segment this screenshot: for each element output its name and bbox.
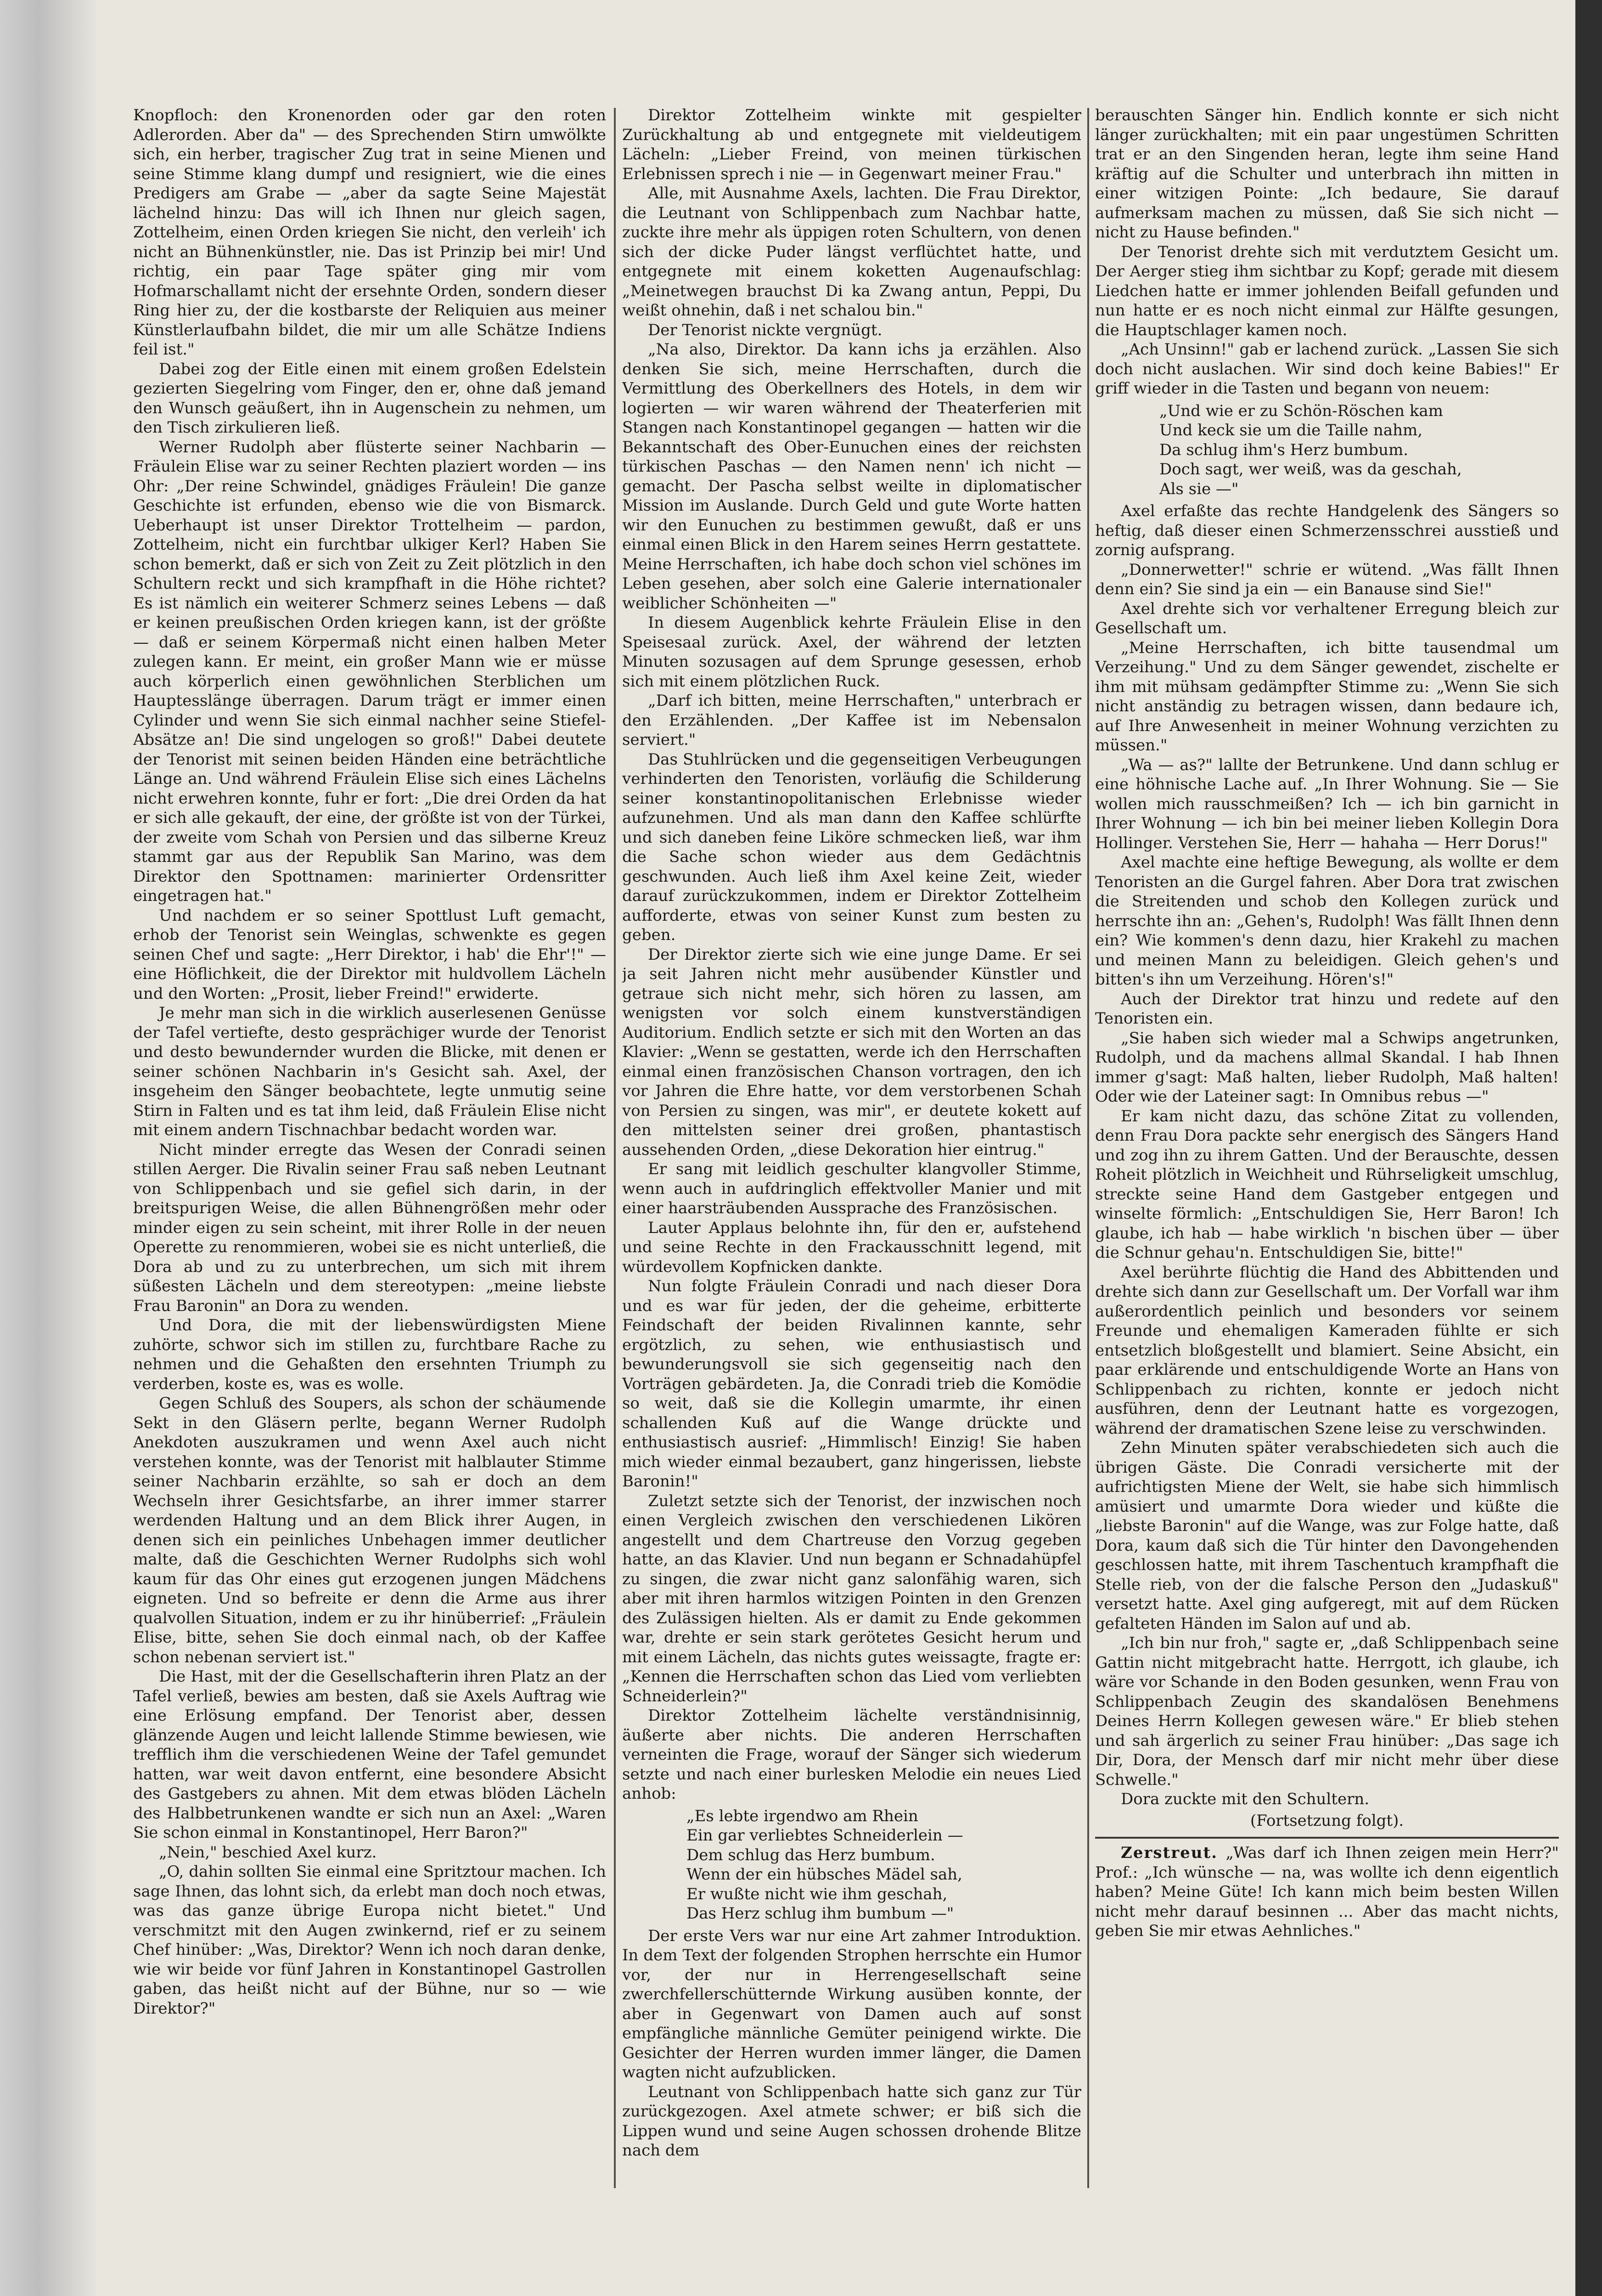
paragraph: „Ach Unsinn!" gab er lachend zurück. „Lassen Sie sich doch nicht auslachen. Wir sind doch keine Babies!" Er griff wieder in die Tasten und begann von neuem:	[1095, 340, 1559, 398]
verse-line: „Und wie er zu Schön-Röschen kam	[1159, 401, 1443, 420]
paragraph: Dora zuckte mit den Schultern.	[1121, 1790, 1370, 1808]
paragraph: Leutnant von Schlippenbach hatte sich ganz zur Tür zurückgezogen. Axel atmete schwer; er biß sich die Lippen wund und seine Augen schossen drohende Blitze nach dem	[622, 2082, 1081, 2160]
paragraph: „Sie haben sich wieder mal a Schwips angetrunken, Rudolph, und da machens allmal Skandal. I hab Ihnen immer g'sagt: Maß halten, lieber Rudolph, Maß halten! Oder wie der Lateiner sagt: In Omnibus rebus —"	[1095, 1029, 1559, 1106]
paragraph: „Darf ich bitten, meine Herrschaften," unterbrach er den Erzählenden. „Der Kaffee ist im Nebensalon serviert."	[622, 692, 1081, 749]
paragraph: „Donnerwetter!" schrie er wütend. „Was fällt Ihnen denn ein? Sie sind ja ein — ein Banause sind Sie!"	[1095, 560, 1559, 598]
column-rule	[1087, 108, 1089, 2188]
section-divider	[1095, 1837, 1559, 1839]
paragraph: Dabei zog der Eitle einen mit einem großen Edelstein gezierten Siegelring vom Finger, den er, ohne daß jemand den Wunsch geäußert, ihn in Augenschein zu nehmen, um den Tisch zirkulieren ließ.	[133, 360, 606, 437]
paragraph: Der erste Vers war nur eine Art zahmer Introduktion. In dem Text der folgenden Strophen herrschte ein Humor vor, der nur in Herrengesellschaft seine zwerchfellerschütternde Wirkung ausüben konnte, der aber in Gegenwart von Damen auch auf sonst empfängliche männliche Gemüter peinigend wirkte. Die Gesichter der Herren wurden immer länger, die Damen wagten nicht aufzublicken.	[622, 1926, 1081, 2082]
paragraph: In diesem Augenblick kehrte Fräulein Elise in den Speisesaal zurück. Axel, der während der letzten Minuten sozusagen auf dem Sprunge gesessen, erhob sich mit einem plötzlichen Ruck.	[622, 613, 1081, 691]
paragraph: Er kam nicht dazu, das schöne Zitat zu vollenden, denn Frau Dora packte sehr energisch des Sängers Hand und zog ihn zu ihrem Gatten. Und der Berauschte, dessen Roheit plötzlich in Weichheit und Rührseligkeit umschlug, streckte seine Hand dem Gastgeber entgegen und winselte förmlich: „Entschuldigen Sie, Herr Baron! Ich glaube, ich hab — habe wirklich 'n bischen über — über die Schnur gehau'n. Entschuldigen Sie, bitte!"	[1095, 1107, 1559, 1262]
verse-line: Wenn der ein hübsches Mädel sah,	[686, 1865, 962, 1884]
paragraph: Zehn Minuten später verabschiedeten sich auch die übrigen Gäste. Die Conradi versicherte mit der aufrichtigsten Miene der Welt, sie habe sich himmlisch amüsiert und umarmte Dora wieder und küßte die „liebste Baronin" auf die Wange, was zur Folge hatte, daß Dora, kaum daß sich die Tür hinter den Davongehenden geschlossen hatte, mit ihrem Taschentuch krampfhaft die Stelle rieb, von der die falsche Person den „Judaskuß" versetzt hatte. Axel ging aufgeregt, mit auf dem Rücken gefalteten Händen im Salon auf und ab.	[1095, 1439, 1559, 1633]
paragraph: Alle, mit Ausnahme Axels, lachten. Die Frau Direktor, die Leutnant von Schlippenbach zum Nachbar hatte, zuckte ihre mehr als üppigen roten Schultern, von denen sich der dicke Puder längst verflüchtet hatte, und entgegnete mit einem koketten Augenaufschlag: „Meinetwegen brauchst Di ka Zwang antun, Peppi, Du weißt ohnehin, daß i net schalou bin."	[622, 184, 1081, 320]
anecdote-title: Zerstreut.	[1121, 1844, 1218, 1862]
text-column-1	[133, 106, 606, 2227]
anecdote	[1095, 1843, 1559, 1941]
paragraph: „Nein," beschied Axel kurz.	[159, 1843, 377, 1862]
paragraph: Nicht minder erregte das Wesen der Conradi seinen stillen Aerger. Die Rivalin seiner Frau saß neben Leutnant von Schlippenbach und sie gefiel sich darin, in der breitspurigen Weise, die allen Bühnengrößen mehr oder minder eigen zu sein scheint, mit ihrer Rolle in der neuen Operette zu renommieren, wobei sie es nicht unterließ, die Dora ab und zu zu unterbrechen, um sich mit ihrem süßesten Lächeln und dem stereotypen: „meine liebste Frau Baronin" an Dora zu wenden.	[133, 1140, 606, 1315]
paragraph: Die Hast, mit der die Gesellschafterin ihren Platz an der Tafel verließ, bewies am besten, daß sie Axels Auftrag wie eine Erlösung empfand. Der Tenorist aber, dessen glänzende Augen und leicht lallende Stimme bewiesen, wie trefflich ihm die verschiedenen Weine der Tafel gemundet hatten, war weit davon entfernt, eine besondere Absicht des Gastgebers zu ahnen. Mit dem etwas blöden Lächeln des Halbbetrunkenen wandte er sich nun an Axel: „Waren Sie schon einmal in Konstantinopel, Herr Baron?"	[133, 1667, 606, 1842]
paragraph: „O, dahin sollten Sie einmal eine Spritztour machen. Ich sage Ihnen, das lohnt sich, da erlebt man doch noch etwas, was das ganze übrige Europa nicht bietet." Und verschmitzt mit den Augen zwinkernd, rief er zu seinem Chef hinüber: „Was, Direktor? Wenn ich noch daran denke, wie wir beide vor fünf Jahren in Konstantinopel Gastrollen gaben, das heißt nicht auf der Bühne, nur so — wie Direktor?"	[133, 1863, 606, 2018]
verse-line: Und keck sie um die Taille nahm,	[1159, 421, 1423, 439]
paragraph: Und Dora, die mit der liebenswürdigsten Miene zuhörte, schwor sich im stillen zu, furchtbare Rache zu nehmen und die Gehaßten den ersehnten Triumph zu verderben, koste es, was es wolle.	[133, 1316, 606, 1393]
paragraph: Axel berührte flüchtig die Hand des Abbittenden und drehte sich dann zur Gesellschaft um. Der Vorfall war ihm außerordentlich peinlich und besonders vor seinem Freunde und ehemaligen Kameraden fühlte er sich entsetzlich bloßgestellt und blamiert. Seine Absicht, ein paar erklärende und entschuldigende Worte an Hans von Schlippenbach zu richten, konnte er jedoch nicht ausführen, denn der Leutnant hatte es vorgezogen, während der dramatischen Szene leise zu verschwinden.	[1095, 1263, 1559, 1438]
paragraph: Je mehr man sich in die wirklich auserlesenen Genüsse der Tafel vertiefte, desto gesprächiger wurde der Tenorist und desto bewundernder wurden die Blicke, mit denen er seiner schönen Nachbarin in's Gesicht sah. Axel, der insgeheim den Sänger beobachtete, legte unmutig seine Stirn in Falten und es tat ihm leid, daß Fräulein Elise nicht mit einem andern Tischnachbar bedacht worden war.	[133, 1004, 606, 1139]
paragraph: Axel erfaßte das rechte Handgelenk des Sängers so heftig, daß dieser einen Schmerzensschrei ausstieß und zornig aufsprang.	[1095, 502, 1559, 559]
paragraph: Der Tenorist drehte sich mit verdutztem Gesicht um. Der Aerger stieg ihm sichtbar zu Kopf; gerade mit diesem Liedchen hatte er immer johlenden Beifall gefunden und nun hatte er es noch nicht einmal zur Hälfte gesungen, die Hauptschlager kamen noch.	[1095, 242, 1559, 339]
paragraph: Direktor Zottelheim winkte mit gespielter Zurückhaltung ab und entgegnete mit vieldeutigem Lächeln: „Lieber Freind, von meinen türkischen Erlebnissen sprech i nie — in Gegenwart meiner Frau."	[622, 106, 1081, 183]
paragraph: Axel drehte sich vor verhaltener Erregung bleich zur Gesellschaft um.	[1095, 599, 1559, 637]
to-be-continued: (Fortsetzung folgt).	[1250, 1811, 1404, 1830]
paragraph: berauschten Sänger hin. Endlich konnte er sich nicht länger zurückhalten; mit ein paar ungestümen Schritten trat er an den Singenden heran, legte ihm seine Hand kräftig auf die Schulter und unterbrach ihn mitten in einer witzigen Pointe: „Ich bedaure, Sie darauf aufmerksam machen zu müssen, daß Sie sich nicht — nicht zu Hause befinden."	[1095, 106, 1559, 242]
paragraph: Auch der Direktor trat hinzu und redete auf den Tenoristen ein.	[1095, 990, 1559, 1028]
paragraph: Er sang mit leidlich geschulter klangvoller Stimme, wenn auch in aufdringlich effektvoller Manier und mit einer haarsträubenden Aussprache des Französischen.	[622, 1160, 1081, 1217]
paragraph: „Na also, Direktor. Da kann ichs ja erzählen. Also denken Sie sich, meine Herrschaften, durch die Vermittlung des Oberkellners des Hotels, in dem wir logierten — wir waren während der Theaterferien mit Stangen nach Konstantinopel gegangen — hatten wir die Bekanntschaft des Ober-Eunuchen eines der reichsten türkischen Paschas — den Namen nenn' ich nicht — gemacht. Der Pascha selbst weilte in diplomatischer Mission im Auslande. Durch Geld und gute Worte hatten wir den Eunuchen zu bestimmen gewußt, daß er uns einmal einen Blick in den Harem seines Herrn gestattete. Meine Herrschaften, ich habe doch schon viel schönes im Leben gesehen, aber solch eine Galerie internationaler weiblicher Schönheiten —"	[622, 340, 1081, 613]
paragraph: Der Direktor zierte sich wie eine junge Dame. Er sei ja seit Jahren nicht mehr ausübender Künstler und getraue sich nicht mehr, sich hören zu lassen, am wenigsten vor solch einem kunstverständigen Auditorium. Endlich setzte er sich mit den Worten an das Klavier: „Wenn se gestatten, werde ich den Herrschaften einmal einen französischen Chanson vortragen, den ich vor Jahren die Ehre hatte, vor dem verstorbenen Schah von Persien zu singen, was mir", er deutete kokett auf den mittelsten seiner drei großen, phantastisch aussehenden Orden, „diese Dekoration hier eintrug."	[622, 945, 1081, 1159]
paragraph: „Wa — as?" lallte der Betrunkene. Und dann schlug er eine höhnische Lache auf. „In Ihrer Wohnung. Sie — Sie wollen mich rausschmeißen? Ich — ich bin garnicht in Ihrer Wohnung — ich bin bei meiner lieben Kollegin Dora Hollinger. Verstehen Sie, Herr — hahaha — Herr Dorus!"	[1095, 755, 1559, 852]
song-verse	[1159, 401, 1559, 499]
paragraph: Axel machte eine heftige Bewegung, als wollte er dem Tenoristen an die Gurgel fahren. Aber Dora trat zwischen die Streitenden und schob den Kollegen zurück und herrschte ihn an: „Gehen's, Rudolph! Was fällt Ihnen denn ein? Wie kommen's denn dazu, hier Krakehl zu machen und meinen Mann zu beleidigen. Gleich gehen's und bitten's ihn um Verzeihung. Hören's!"	[1095, 853, 1559, 989]
scan-border	[1575, 0, 1602, 2296]
paragraph: Direktor Zottelheim lächelte verständnisinnig, äußerte aber nichts. Die anderen Herrschaften verneinten die Frage, worauf der Sänger sich wiederum setzte und nach einer burlesken Melodie ein neues Lied anhob:	[622, 1706, 1081, 1803]
paragraph: „Ich bin nur froh," sagte er, „daß Schlippenbach seine Gattin nicht mitgebracht hatte. Herrgott, ich glaube, ich wäre vor Schande in den Boden gesunken, wenn Frau von Schlippenbach Zeugin des skandalösen Benehmens Deines Herrn Kollegen gewesen wäre." Er blieb stehen und sah ärgerlich zu seiner Frau hinüber: „Das sage ich Dir, Dora, der Mensch darf mir nicht mehr über diese Schwelle."	[1095, 1634, 1559, 1789]
verse-line: Das Herz schlug ihm bumbum —"	[686, 1904, 954, 1923]
paragraph: Gegen Schluß des Soupers, als schon der schäumende Sekt in den Gläsern perlte, begann Werner Rudolph Anekdoten auszukramen und wenn Axel auch nicht verstehen konnte, was der Tenorist mit halblauter Stimme seiner Nachbarin erzählte, so sah er doch an dem Wechseln ihrer Gesichtsfarbe, an ihrer immer starrer werdenden Haltung und an dem Blick ihrer Augen, in denen sich ein peinliches Unbehagen immer deutlicher malte, daß die Geschichten Werner Rudolphs sich wohl kaum für das Ohr eines gut erzogenen jungen Mädchens eigneten. Und so befreite er denn die Arme aus ihrer qualvollen Situation, indem er zu ihr hinüberrief: „Fräulein Elise, bitte, sehen Sie doch einmal nach, ob der Kaffee schon nebenan serviert ist."	[133, 1394, 606, 1666]
verse-line: Er wußte nicht wie ihm geschah,	[686, 1885, 948, 1903]
text-column-2	[622, 106, 1081, 2227]
anecdote-text: „Was darf ich Ihnen zeigen mein Herr?" Prof.: „Ich wünsche — na, was wollte ich denn eigentlich haben? Meine Güte! Ich kann mich beim besten Willen nicht mehr darauf besinnen ... Aber das macht nichts, geben Sie mir etwas Aehnliches."	[1095, 1844, 1559, 1940]
paragraph: Zuletzt setzte sich der Tenorist, der inzwischen noch einen Vergleich zwischen den verschiedenen Likören angestellt und dem Chartreuse den Vorzug gegeben hatte, an das Klavier. Und nun begann er Schnadahüpfel zu singen, die zwar nicht ganz salonfähig waren, sich aber mit ihren harmlos witzigen Pointen in den Grenzen des Zulässigen hielten. Als er damit zu Ende gekommen war, drehte er sein stark gerötetes Gesicht herum und mit einem Lächeln, das nichts gutes weissagte, fragte er: „Kennen die Herrschaften schon das Lied vom verliebten Schneiderlein?"	[622, 1491, 1081, 1705]
paragraph: Werner Rudolph aber flüsterte seiner Nachbarin — Fräulein Elise war zu seiner Rechten plaziert worden — ins Ohr: „Der reine Schwindel, gnädiges Fräulein! Die ganze Geschichte ist erfunden, ebenso wie die von Bismarck. Ueberhaupt ist unser Direktor Trottelheim — pardon, Zottelheim, nicht ein furchtbar ulkiger Kerl? Haben Sie schon bemerkt, daß er sich von Zeit zu Zeit plötzlich in den Schultern reckt und sich krampfhaft in die Höhe richtet? Es ist nämlich ein weiterer Schmerz seines Lebens — daß er keinen preußischen Orden kriegen kann, ist der größte — daß er seinem Körpermaß nicht einen halben Meter zulegen kann. Er meint, ein großer Mann wie er müsse auch körperlich einen gewöhnlichen Sterblichen um Hauptesslänge überragen. Darum trägt er immer einen Cylinder und wenn Sie sich einmal nachher seine Stiefel-Absätze an! Die sind ungelogen so groß!" Dabei deutete der Tenorist mit seinen beiden Händen eine beträchtliche Länge an. Und während Fräulein Elise sich eines Lächelns nicht erwehren konnte, fuhr er fort: „Die drei Orden da hat er sich alle gekauft, der eine, der größte ist von der Türkei, der zweite vom Schah von Persien und das silberne Kreuz stammt gar aus der Republik San Marino, was dem Direktor den Spottnamen: marinierter Ordensritter eingetragen hat."	[133, 438, 606, 905]
verse-line: Dem schlug das Herz bumbum.	[686, 1846, 935, 1864]
song-verse	[686, 1806, 1081, 1924]
verse-line: Ein gar verliebtes Schneiderlein —	[686, 1826, 963, 1845]
binding-edge	[0, 0, 96, 2296]
paragraph: Lauter Applaus belohnte ihn, für den er, aufstehend und seine Rechte in den Frackausschnitt legend, mit würdevollem Kopfnicken dankte.	[622, 1218, 1081, 1276]
paragraph: Und nachdem er so seiner Spottlust Luft gemacht, erhob der Tenorist sein Weinglas, schwenkte es gegen seinen Chef und sagte: „Herr Direktor, i hab' die Ehr'!" — eine Höflichkeit, die der Direktor mit huldvollem Lächeln und den Worten: „Prosit, lieber Freind!" erwiderte.	[133, 906, 606, 1003]
verse-line: Doch sagt, wer weiß, was da geschah,	[1159, 460, 1462, 478]
paragraph: Knopfloch: den Kronenorden oder gar den roten Adlerorden. Aber da" — des Sprechenden Stirn umwölkte sich, ein herber, tragischer Zug trat in seine Mienen und seine Stimme klang dumpf und resigniert, wie die eines Predigers am Grabe — „aber da sagte Seine Majestät lächelnd hinzu: Das will ich Ihnen nur gleich sagen, Zottelheim, einen Orden kriegen Sie nicht, den verleih' ich nicht an Bühnenkünstler, nie. Das ist Prinzip bei mir! Und richtig, ein paar Tage später ging mir vom Hofmarschallamt nicht der ersehnte Orden, sondern dieser Ring hier zu, der die kostbarste der Reliquien aus meiner Künstlerlaufbahn bildet, die mir um alle Schätze Indiens feil ist."	[133, 106, 606, 359]
column-rule	[614, 108, 616, 2188]
paragraph: Der Tenorist nickte vergnügt.	[648, 321, 883, 339]
paragraph: „Meine Herrschaften, ich bitte tausendmal um Verzeihung." Und zu dem Sänger gewendet, zischelte er ihm mit mühsam gedämpfter Stimme zu: „Wenn Sie sich nicht anständig zu betragen wissen, dann bedaure ich, auf Ihre Anwesenheit in meiner Wohnung verzichten zu müssen."	[1095, 638, 1559, 754]
verse-line: Da schlug ihm's Herz bumbum.	[1159, 440, 1409, 459]
paragraph: Das Stuhlrücken und die gegenseitigen Verbeugungen verhinderten den Tenoristen, vorläufig die Schilderung seiner konstantinopolitanischen Erlebnisse wieder aufzunehmen. Und als man dann den Kaffee schlürfte und sich daneben feine Liköre schmecken ließ, war ihm die Sache schon wieder aus dem Gedächtnis geschwunden. Auch ließ ihm Axel keine Zeit, wieder darauf zurückzukommen, indem er Direktor Zottelheim aufforderte, etwas von seiner Kunst zum besten zu geben.	[622, 750, 1081, 944]
paragraph: Nun folgte Fräulein Conradi und nach dieser Dora und es war für jeden, der die geheime, erbitterte Feindschaft der beiden Rivalinnen kannte, sehr ergötzlich, zu sehen, wie enthusiastisch und bewunderungsvoll sie sich gegenseitig nach den Vorträgen gebärdeten. Ja, die Conradi trieb die Komödie so weit, daß sie die Kollegin umarmte, ihr einen schallenden Kuß auf die Wange drückte und enthusiastisch ausrief: „Himmlisch! Einzig! Sie haben mich wieder einmal bezaubert, ganz hingerissen, liebste Baronin!"	[622, 1277, 1081, 1491]
verse-line: Als sie —"	[1159, 479, 1239, 498]
text-column-3	[1095, 106, 1559, 2227]
verse-line: „Es lebte irgendwo am Rhein	[686, 1806, 918, 1825]
